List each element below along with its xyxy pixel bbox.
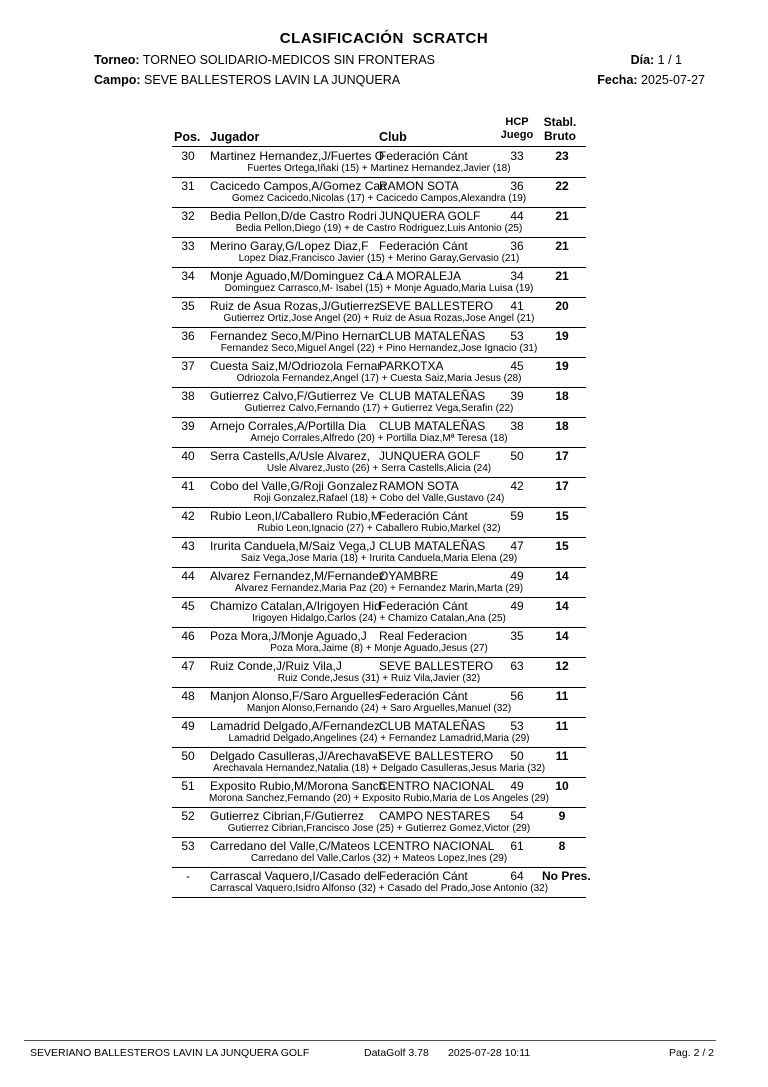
row-score: 19 (555, 329, 569, 343)
row-position: 46 (181, 629, 195, 643)
row-score: 21 (555, 239, 569, 253)
dia-value: 1 / 1 (657, 53, 682, 67)
fecha-line (597, 73, 705, 87)
row-hcp: 63 (510, 659, 524, 673)
row-hcp: 53 (510, 329, 524, 343)
row-club: SEVE BALLESTERO (379, 659, 494, 673)
row-club: CLUB MATALEÑAS (379, 539, 486, 553)
row-position: 32 (181, 209, 195, 223)
footer-software: DataGolf 3.78 (364, 1047, 429, 1059)
row-hcp: 49 (510, 599, 524, 613)
row-team-name: Rubio Leon,I/Caballero Rubio,M (210, 509, 381, 523)
row-club: RAMON SOTA (379, 179, 459, 193)
row-position: 34 (181, 269, 195, 283)
row-hcp: 53 (510, 719, 524, 733)
table-row (172, 538, 586, 568)
row-players: Roji Gonzalez,Rafael (18) + Cobo del Valle,Gustavo (24) (253, 493, 505, 504)
table-row (172, 328, 586, 358)
table-row (172, 808, 586, 838)
row-score: 18 (555, 419, 569, 433)
footer-timestamp: 2025-07-28 10:11 (448, 1047, 531, 1059)
fecha-value: 2025-07-27 (641, 73, 705, 87)
row-score: 9 (558, 809, 566, 823)
row-position: 33 (181, 239, 195, 253)
table-row (172, 838, 586, 868)
row-hcp: 34 (510, 269, 524, 283)
row-players: Morona Sanchez,Fernando (20) + Exposito Rubio,Maria de Los Angeles (29) (209, 793, 549, 804)
col-header-hcp (497, 116, 537, 142)
row-team-name: Arnejo Corrales,A/Portilla Dia (210, 419, 367, 433)
row-team-name: Lamadrid Delgado,A/Fernandez (210, 719, 381, 733)
row-club: JUNQUERA GOLF (379, 449, 481, 463)
col-header-pos: Pos. (174, 130, 201, 144)
row-players: Gutierrez Calvo,Fernando (17) + Gutierrez Vega,Serafin (22) (244, 403, 514, 414)
row-players: Arechavala Hernandez,Natalia (18) + Delgado Casulleras,Jesus Maria (32) (212, 763, 546, 774)
table-row (172, 238, 586, 268)
row-players: Carredano del Valle,Carlos (32) + Mateos Lopez,Ines (29) (250, 853, 508, 864)
campo-label: Campo: (94, 73, 141, 87)
dia-label: Día: (630, 53, 655, 67)
row-position: 40 (181, 449, 195, 463)
row-score: 19 (555, 359, 569, 373)
row-hcp: 47 (510, 539, 524, 553)
row-team-name: Delgado Casulleras,J/Arechaval (210, 749, 381, 763)
row-hcp: 45 (510, 359, 524, 373)
row-score: 17 (555, 449, 569, 463)
row-hcp: 33 (510, 149, 524, 163)
torneo-line (94, 53, 435, 67)
table-row (172, 418, 586, 448)
row-team-name: Fernandez Seco,M/Pino Hernan (210, 329, 382, 343)
row-players: Dominguez Carrasco,M- Isabel (15) + Monje Aguado,Maria Luisa (19) (224, 283, 534, 294)
row-position: 43 (181, 539, 195, 553)
row-players: Gomez Cacicedo,Nicolas (17) + Cacicedo Campos,Alexandra (19) (231, 193, 527, 204)
table-row (172, 748, 586, 778)
row-score: 21 (555, 269, 569, 283)
row-score: 23 (555, 149, 569, 163)
row-score: No Pres. (542, 869, 591, 883)
row-club: Federación Cánt (379, 239, 468, 253)
row-score: 21 (555, 209, 569, 223)
row-team-name: Martinez Hernandez,J/Fuertes O (210, 149, 385, 163)
row-players: Poza Mora,Jaime (8) + Monje Aguado,Jesus (27) (270, 643, 488, 654)
row-club: Federación Cánt (379, 869, 468, 883)
col-header-stabl-line2: Bruto (544, 129, 576, 143)
row-players: Rubio Leon,Ignacio (27) + Caballero Rubio,Markel (32) (257, 523, 501, 534)
dia-line (631, 53, 682, 67)
campo-value: SEVE BALLESTEROS LAVIN LA JUNQUERA (144, 73, 401, 87)
row-score: 22 (555, 179, 569, 193)
row-hcp: 49 (510, 779, 524, 793)
row-team-name: Ruiz de Asua Rozas,J/Gutierrez (210, 299, 381, 313)
row-hcp: 59 (510, 509, 524, 523)
table-row (172, 508, 586, 538)
row-score: 14 (555, 569, 569, 583)
row-players: Fernandez Seco,Miguel Angel (22) + Pino Hernandez,Jose Ignacio (31) (220, 343, 538, 354)
row-score: 11 (555, 749, 569, 763)
row-hcp: 41 (510, 299, 524, 313)
row-hcp: 61 (510, 839, 524, 853)
col-header-jugador: Jugador (210, 130, 260, 144)
row-hcp: 64 (510, 869, 524, 883)
row-club: LA MORALEJA (379, 269, 462, 283)
row-position: 44 (181, 569, 195, 583)
row-team-name: Manjon Alonso,F/Saro Arguelles (210, 689, 381, 703)
row-position: 42 (181, 509, 195, 523)
row-players: Odriozola Fernandez,Angel (17) + Cuesta Saiz,Maria Jesus (28) (236, 373, 522, 384)
row-team-name: Exposito Rubio,M/Morona Sanch (210, 779, 386, 793)
row-club: JUNQUERA GOLF (379, 209, 481, 223)
row-club: Federación Cánt (379, 689, 468, 703)
row-players: Lamadrid Delgado,Angelines (24) + Fernandez Lamadrid,Maria (29) (228, 733, 530, 744)
table-row (172, 568, 586, 598)
row-players: Arnejo Corrales,Alfredo (20) + Portilla Diaz,Mª Teresa (18) (250, 433, 508, 444)
row-score: 14 (555, 599, 569, 613)
row-team-name: Gutierrez Cibrian,F/Gutierrez (210, 809, 365, 823)
row-players: Usle Alvarez,Justo (26) + Serra Castells,Alicia (24) (266, 463, 492, 474)
table-row (172, 208, 586, 238)
col-header-hcp-line2: Juego (500, 129, 534, 141)
row-team-name: Carrascal Vaquero,I/Casado del (210, 869, 380, 883)
row-club: Federación Cánt (379, 509, 468, 523)
page-title: CLASIFICACIÓN SCRATCH (279, 30, 489, 47)
table-row (172, 298, 586, 328)
row-score: 11 (555, 719, 569, 733)
row-players: Alvarez Fernandez,Maria Paz (20) + Fernandez Marin,Marta (29) (234, 583, 524, 594)
row-hcp: 36 (510, 179, 524, 193)
row-players: Ruiz Conde,Jesus (31) + Ruiz Vila,Javier (32) (277, 673, 481, 684)
row-team-name: Carredano del Valle,C/Mateos L (210, 839, 380, 853)
row-hcp: 54 (510, 809, 524, 823)
row-hcp: 50 (510, 749, 524, 763)
row-club: SEVE BALLESTERO (379, 299, 494, 313)
row-players: Lopez Diaz,Francisco Javier (15) + Merino Garay,Gervasio (21) (238, 253, 520, 264)
col-header-stabl-line1: Stabl. (543, 115, 577, 129)
row-club: RAMON SOTA (379, 479, 459, 493)
row-score: 8 (558, 839, 566, 853)
row-position: 47 (181, 659, 195, 673)
footer-page: Pag. 2 / 2 (669, 1047, 714, 1059)
table-row (172, 178, 586, 208)
row-hcp: 44 (510, 209, 524, 223)
table-row (172, 478, 586, 508)
row-score: 10 (555, 779, 569, 793)
row-players: Gutierrez Cibrian,Francisco Jose (25) + Gutierrez Gomez,Victor (29) (227, 823, 531, 834)
row-club: SEVE BALLESTERO (379, 749, 494, 763)
row-hcp: 35 (510, 629, 524, 643)
row-team-name: Merino Garay,G/Lopez Diaz,F (210, 239, 369, 253)
row-players: Carrascal Vaquero,Isidro Alfonso (32) + Casado del Prado,Jose Antonio (32) (209, 883, 549, 894)
row-team-name: Irurita Canduela,M/Saiz Vega,J (210, 539, 376, 553)
torneo-value: TORNEO SOLIDARIO-MEDICOS SIN FRONTERAS (142, 53, 436, 67)
row-score: 11 (555, 689, 569, 703)
row-hcp: 56 (510, 689, 524, 703)
row-position: 48 (181, 689, 195, 703)
row-position: 39 (181, 419, 195, 433)
row-players: Bedia Pellon,Diego (19) + de Castro Rodriguez,Luis Antonio (25) (235, 223, 523, 234)
col-header-hcp-line1: HCP (505, 116, 529, 128)
row-position: 50 (181, 749, 195, 763)
row-position: 35 (181, 299, 195, 313)
row-club: CAMPO NESTARES (379, 809, 491, 823)
row-hcp: 49 (510, 569, 524, 583)
row-players: Manjon Alonso,Fernando (24) + Saro Arguelles,Manuel (32) (246, 703, 512, 714)
footer-divider (24, 1040, 716, 1041)
row-score: 20 (555, 299, 569, 313)
row-team-name: Poza Mora,J/Monje Aguado,J (210, 629, 367, 643)
row-club: CLUB MATALEÑAS (379, 329, 486, 343)
row-team-name: Gutierrez Calvo,F/Gutierrez Ve (210, 389, 375, 403)
col-header-stabl (538, 115, 582, 143)
row-players: Gutierrez Ortiz,Jose Angel (20) + Ruiz de Asua Rozas,Jose Angel (21) (223, 313, 535, 324)
row-hcp: 42 (510, 479, 524, 493)
row-position: 38 (181, 389, 195, 403)
row-position: 36 (181, 329, 195, 343)
row-hcp: 36 (510, 239, 524, 253)
table-row (172, 778, 586, 808)
header-divider (172, 146, 586, 147)
row-players: Saiz Vega,Jose Maria (18) + Irurita Canduela,Maria Elena (29) (240, 553, 518, 564)
row-club: Federación Cánt (379, 599, 468, 613)
row-club: OYAMBRE (379, 569, 439, 583)
table-row (172, 688, 586, 718)
row-position: 49 (181, 719, 195, 733)
row-club: PARKOTXA (379, 359, 444, 373)
row-team-name: Ruiz Conde,J/Ruiz Vila,J (210, 659, 342, 673)
campo-line (94, 73, 400, 87)
table-row (172, 148, 586, 178)
row-score: 15 (555, 539, 569, 553)
table-row (172, 448, 586, 478)
row-team-name: Cacicedo Campos,A/Gomez Cac (210, 179, 387, 193)
row-team-name: Alvarez Fernandez,M/Fernandez (210, 569, 385, 583)
row-score: 15 (555, 509, 569, 523)
table-row (172, 868, 591, 898)
row-position: 53 (181, 839, 195, 853)
row-position: 41 (181, 479, 195, 493)
row-team-name: Cobo del Valle,G/Roji Gonzalez (210, 479, 378, 493)
row-hcp: 38 (510, 419, 524, 433)
torneo-label: Torneo: (94, 53, 140, 67)
row-club: CENTRO NACIONAL (379, 839, 495, 853)
row-club: Real Federacion (379, 629, 468, 643)
table-row (172, 358, 586, 388)
row-hcp: 39 (510, 389, 524, 403)
row-score: 12 (555, 659, 569, 673)
row-team-name: Chamizo Catalan,A/Irigoyen Hid (210, 599, 381, 613)
row-position: 37 (181, 359, 195, 373)
row-players: Irigoyen Hidalgo,Carlos (24) + Chamizo Catalan,Ana (25) (252, 613, 506, 624)
fecha-label: Fecha: (597, 73, 638, 87)
row-club: CLUB MATALEÑAS (379, 419, 486, 433)
row-score: 14 (555, 629, 569, 643)
row-team-name: Serra Castells,A/Usle Alvarez, (210, 449, 371, 463)
table-row (172, 388, 586, 418)
row-club: CENTRO NACIONAL (379, 779, 495, 793)
row-position: 52 (181, 809, 195, 823)
row-club: Federación Cánt (379, 149, 468, 163)
row-position: 31 (181, 179, 195, 193)
row-club: CLUB MATALEÑAS (379, 719, 486, 733)
table-row (172, 598, 586, 628)
row-position: 51 (181, 779, 195, 793)
results-table (172, 148, 591, 898)
row-club: CLUB MATALEÑAS (379, 389, 486, 403)
table-row (172, 718, 586, 748)
row-hcp: 50 (510, 449, 524, 463)
row-team-name: Cuesta Saiz,M/Odriozola Fernar (210, 359, 382, 373)
row-position: - (186, 869, 190, 883)
row-position: 30 (181, 149, 195, 163)
row-players: Fuertes Ortega,Iñaki (15) + Martinez Hernandez,Javier (18) (247, 163, 511, 174)
row-score: 17 (555, 479, 569, 493)
table-row (172, 628, 586, 658)
row-team-name: Bedia Pellon,D/de Castro Rodri (210, 209, 377, 223)
row-position: 45 (181, 599, 195, 613)
footer-club: SEVERIANO BALLESTEROS LAVIN LA JUNQUERA GOLF (30, 1047, 310, 1059)
row-score: 18 (555, 389, 569, 403)
table-row (172, 658, 586, 688)
row-team-name: Monje Aguado,M/Dominguez Ca (210, 269, 383, 283)
col-header-club: Club (379, 130, 407, 144)
table-row (172, 268, 586, 298)
